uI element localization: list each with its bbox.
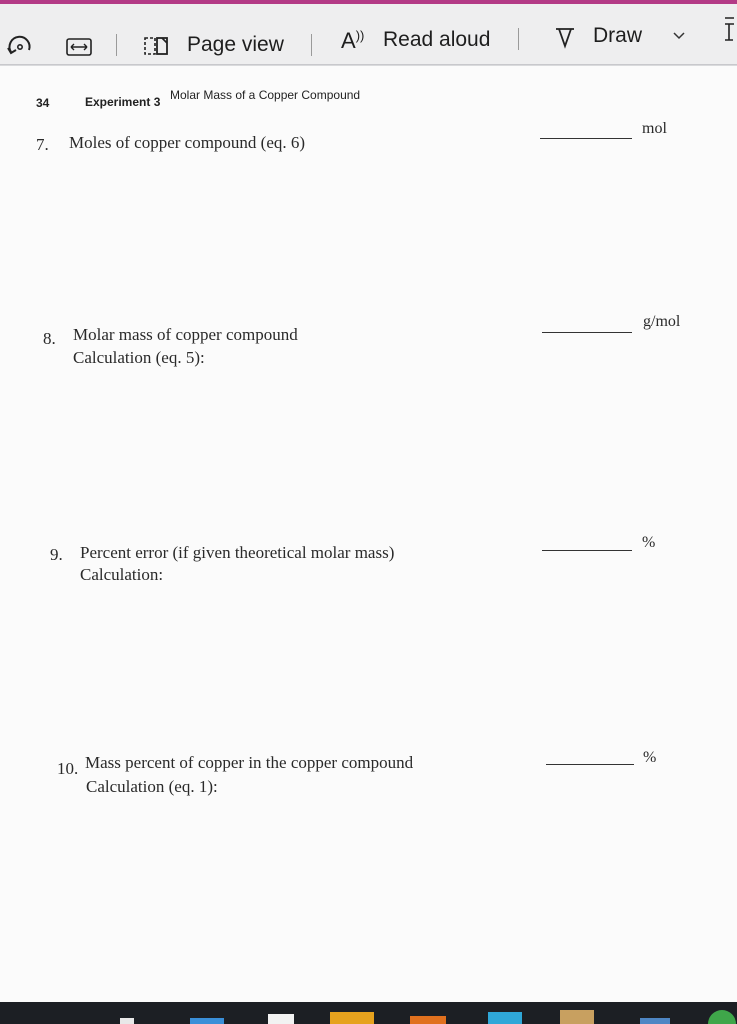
- erase-icon[interactable]: [722, 16, 737, 49]
- rotate-icon[interactable]: [5, 34, 35, 65]
- question-subtext: Calculation:: [80, 565, 164, 584]
- taskbar-app-icon[interactable]: [708, 1010, 736, 1024]
- question-text: Mass percent of copper in the copper compound: [85, 753, 414, 772]
- taskbar-app-icon[interactable]: [488, 1012, 522, 1024]
- draw-icon: [553, 26, 577, 55]
- dropdown-chevron-icon[interactable]: [672, 28, 686, 46]
- taskbar-app-icon[interactable]: [190, 1018, 224, 1024]
- answer-blank[interactable]: [546, 764, 634, 765]
- toolbar-separator: [116, 34, 117, 56]
- taskbar-app-icon[interactable]: [268, 1014, 294, 1024]
- answer-blank[interactable]: [542, 550, 632, 551]
- toolbar-separator: [311, 34, 312, 56]
- fit-width-icon[interactable]: [66, 38, 92, 61]
- question-number: 9.: [50, 545, 63, 564]
- taskbar-app-icon[interactable]: [120, 1018, 134, 1024]
- toolbar-separator: [518, 28, 519, 50]
- question-number: 10.: [57, 759, 79, 778]
- question-number: 7.: [36, 135, 49, 154]
- question-text: Moles of copper compound (eq. 6): [69, 133, 306, 152]
- answer-unit: mol: [642, 120, 667, 137]
- taskbar-app-icon[interactable]: [560, 1010, 594, 1024]
- read-aloud-label: Read aloud: [383, 28, 491, 51]
- pdf-toolbar: [0, 4, 737, 65]
- answer-blank[interactable]: [540, 138, 632, 139]
- question-subtext: Calculation (eq. 1):: [86, 777, 218, 796]
- question-number: 8.: [43, 329, 56, 348]
- question-text: Molar mass of copper compound: [73, 325, 298, 344]
- answer-unit: %: [643, 749, 657, 766]
- question-text: Percent error (if given theoretical molar mass): [80, 543, 395, 562]
- experiment-label: Experiment 3: [85, 95, 161, 109]
- taskbar: [0, 1002, 737, 1024]
- question-subtext: Calculation (eq. 5):: [73, 348, 205, 367]
- page-number: 34: [36, 96, 50, 110]
- taskbar-app-icon[interactable]: [640, 1018, 670, 1024]
- page-view-label: Page view: [187, 33, 284, 56]
- draw-label: Draw: [593, 24, 643, 47]
- page-view-icon: [143, 36, 171, 63]
- taskbar-app-icon[interactable]: [410, 1016, 446, 1024]
- document-page: [0, 66, 737, 1002]
- answer-blank[interactable]: [542, 332, 632, 333]
- answer-unit: g/mol: [643, 313, 681, 330]
- taskbar-app-icon[interactable]: [330, 1012, 374, 1024]
- read-aloud-icon: A)): [341, 28, 365, 53]
- answer-unit: %: [642, 534, 656, 551]
- experiment-title: Molar Mass of a Copper Compound: [170, 88, 361, 102]
